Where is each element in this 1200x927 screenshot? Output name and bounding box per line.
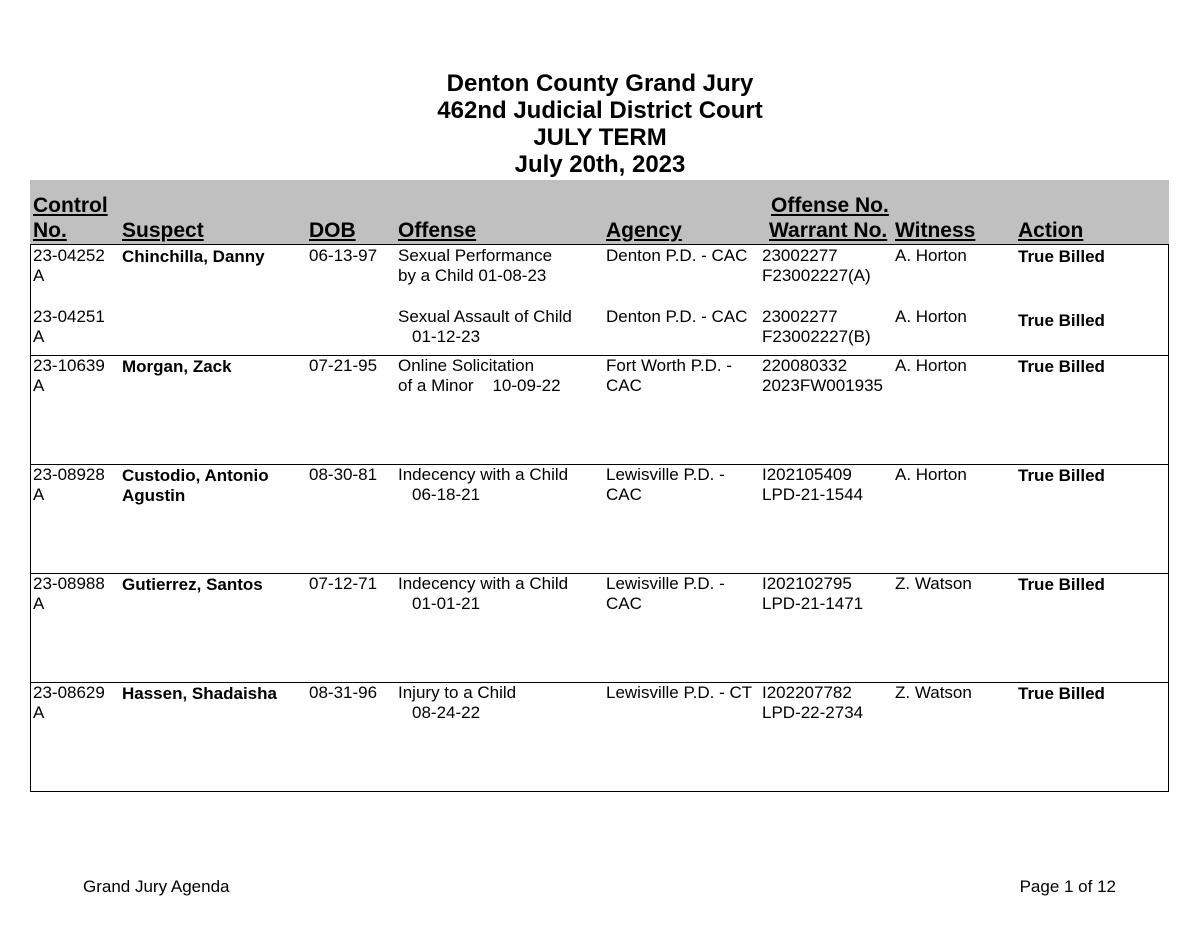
offense-warrant-number: 23002277 F23002227(B) xyxy=(762,307,871,346)
agency: Lewisville P.D. - CAC xyxy=(606,574,725,613)
offense: Indecency with a Child 06-18-21 xyxy=(398,465,569,504)
witness: A. Horton xyxy=(895,246,967,265)
header-dob: DOB xyxy=(309,219,356,242)
suspect-name: Hassen, Shadaisha xyxy=(122,684,277,703)
control-number: 23-10639 A xyxy=(33,356,105,395)
header-warrant-no: Warrant No. xyxy=(769,219,888,242)
title-term: JULY TERM xyxy=(533,124,667,151)
offense-warrant-number: I202105409 LPD-21-1544 xyxy=(762,465,864,504)
header-control: Control xyxy=(33,194,108,217)
witness: Z. Watson xyxy=(895,574,972,593)
control-number: 23-08988 A xyxy=(33,574,105,613)
agency: Denton P.D. - CAC xyxy=(606,246,748,265)
action: True Billed xyxy=(1018,684,1105,703)
agenda-table xyxy=(30,244,1169,792)
table-row xyxy=(31,682,1168,792)
header-offense: Offense xyxy=(398,219,477,242)
action: True Billed xyxy=(1018,311,1105,330)
offense-warrant-number: 23002277 F23002227(A) xyxy=(762,246,871,285)
witness: Z. Watson xyxy=(895,683,972,702)
table-row xyxy=(31,245,1168,355)
control-number: 23-08928 A xyxy=(33,465,105,504)
suspect-name: Chinchilla, Danny xyxy=(122,247,265,266)
dob: 07-12-71 xyxy=(309,574,378,593)
action: True Billed xyxy=(1018,575,1105,594)
witness: A. Horton xyxy=(895,356,967,375)
suspect-name: Morgan, Zack xyxy=(122,357,232,376)
offense: Indecency with a Child 01-01-21 xyxy=(398,574,569,613)
dob: 06-13-97 xyxy=(309,246,378,265)
title-court: 462nd Judicial District Court xyxy=(437,97,763,124)
table-row xyxy=(31,573,1168,682)
offense-warrant-number: 220080332 2023FW001935 xyxy=(762,356,883,395)
witness: A. Horton xyxy=(895,465,967,484)
header-witness: Witness xyxy=(895,219,976,242)
agency: Lewisville P.D. - CAC xyxy=(606,465,725,504)
agency: Denton P.D. - CAC xyxy=(606,307,748,326)
title-date: July 20th, 2023 xyxy=(514,151,686,178)
header-agency: Agency xyxy=(606,219,682,242)
header-offense-no: Offense No. xyxy=(771,194,889,217)
page-number: Page 1 of 12 xyxy=(1019,877,1116,896)
offense-warrant-number: I202102795 LPD-21-1471 xyxy=(762,574,864,613)
offense: Sexual Assault of Child 01-12-23 xyxy=(398,307,572,346)
offense-warrant-number: I202207782 LPD-22-2734 xyxy=(762,683,864,722)
dob: 07-21-95 xyxy=(309,356,378,375)
document-title xyxy=(0,70,1200,178)
action: True Billed xyxy=(1018,466,1105,485)
dob: 08-30-81 xyxy=(309,465,378,484)
offense: Online Solicitation of a Minor 10-09-22 xyxy=(398,356,561,395)
control-number: 23-08629 A xyxy=(33,683,105,722)
action: True Billed xyxy=(1018,357,1105,376)
suspect-name: Gutierrez, Santos xyxy=(122,575,263,594)
table-header xyxy=(30,180,1169,244)
control-number: 23-04251 A xyxy=(33,307,105,346)
agency: Lewisville P.D. - CT xyxy=(606,683,753,702)
action: True Billed xyxy=(1018,247,1105,266)
offense: Sexual Performance by a Child 01-08-23 xyxy=(398,246,553,285)
suspect-name: Custodio, Antonio Agustin xyxy=(122,466,269,505)
footer-title: Grand Jury Agenda xyxy=(83,877,230,896)
table-row xyxy=(31,464,1168,573)
dob: 08-31-96 xyxy=(309,683,378,702)
control-number: 23-04252 A xyxy=(33,246,105,285)
agency: Fort Worth P.D. - CAC xyxy=(606,356,732,395)
table-row xyxy=(31,355,1168,464)
offense: Injury to a Child 08-24-22 xyxy=(398,683,517,722)
header-action: Action xyxy=(1018,219,1084,242)
title-county: Denton County Grand Jury xyxy=(446,70,754,97)
header-control-no: No. xyxy=(33,219,67,242)
witness: A. Horton xyxy=(895,307,967,326)
header-suspect: Suspect xyxy=(122,219,204,242)
